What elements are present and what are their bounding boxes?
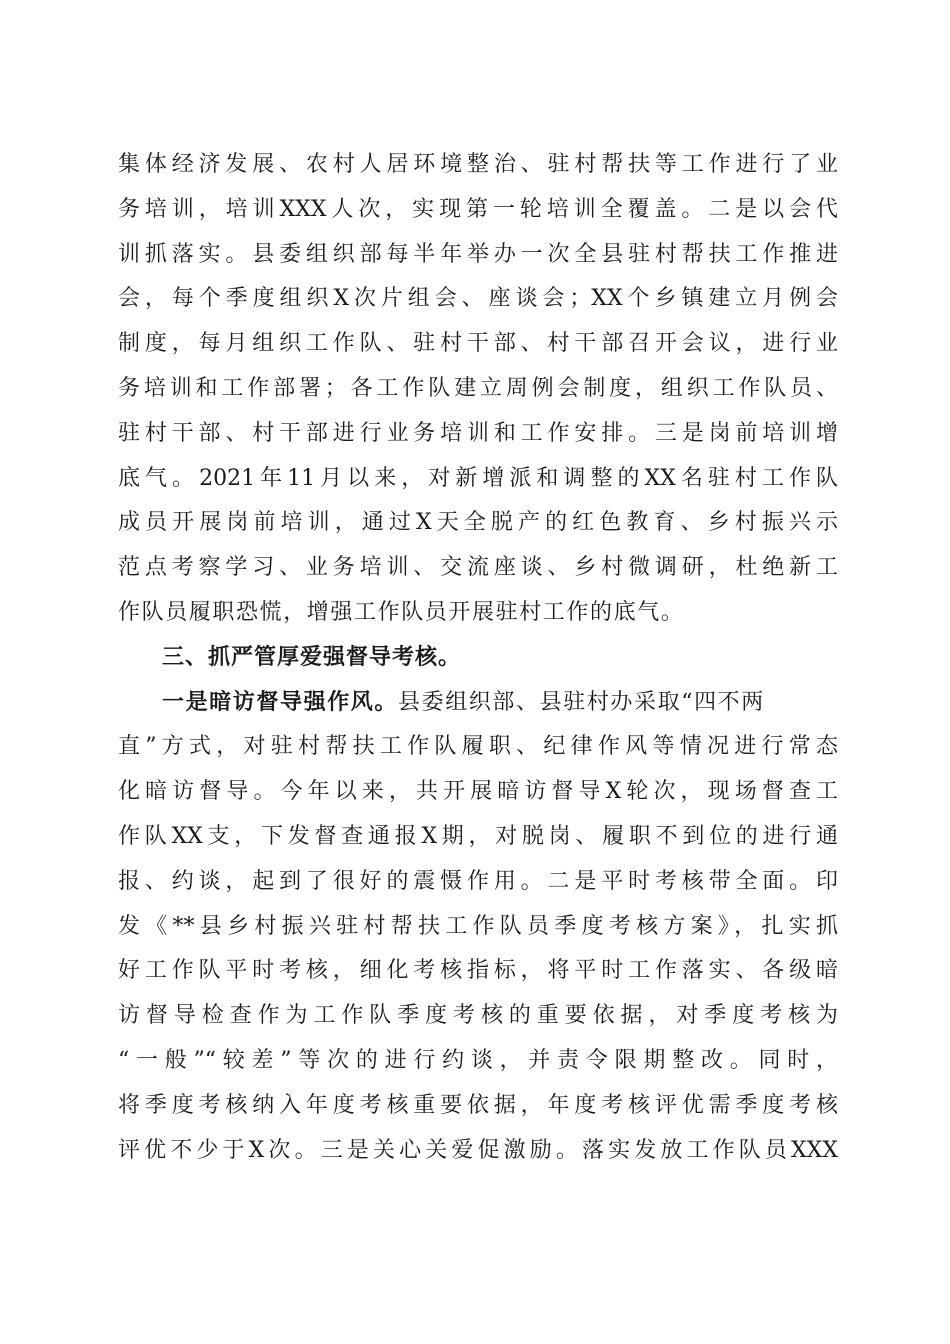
text-line: 会，每个季度组织X次片组会、座谈会；XX个乡镇建立月例会 — [118, 286, 838, 312]
text-line: 务培训和工作部署；各工作队建立周例会制度，组织工作队员、 — [118, 375, 838, 401]
text-line: 将季度考核纳入年度考核重要依据，年度考核评优需季度考核 — [118, 1092, 838, 1118]
text-line: 发《**县乡村振兴驻村帮扶工作队员季度考核方案》，扎实抓 — [118, 913, 838, 939]
paragraph-training — [118, 143, 838, 636]
paragraph-first-rest: 县委组织部、县驻村办采取“四不两 — [398, 689, 765, 715]
text-line: 直”方式，对驻村帮扶工作队履职、纪律作风等情况进行常态 — [118, 734, 838, 760]
section-heading: 三、抓严管厚爱强督导考核。 — [162, 644, 462, 670]
text-line: 作队员履职恐慌，增强工作队员开展驻村工作的底气。 — [118, 599, 685, 625]
text-line: 成员开展岗前培训，通过X天全脱产的红色教育、乡村振兴示 — [118, 510, 838, 536]
text-line: 评优不少于X次。三是关心关爱促激励。落实发放工作队员XXX — [118, 1137, 838, 1163]
paragraph-lead: 一是暗访督导强作风。 — [162, 689, 399, 715]
text-line: 底气。2021年11月以来，对新增派和调整的XX名驻村工作队 — [118, 465, 838, 491]
text-line: 训抓落实。县委组织部每半年举办一次全县驻村帮扶工作推进 — [118, 241, 838, 267]
text-line: 制度，每月组织工作队、驻村干部、村干部召开会议，进行业 — [118, 331, 838, 357]
paragraph-supervision — [118, 681, 838, 1174]
text-line: 驻村干部、村干部进行业务培训和工作安排。三是岗前培训增 — [118, 420, 838, 446]
text-line: 报、约谈，起到了很好的震慑作用。二是平时考核带全面。印 — [118, 868, 838, 894]
text-line: 好工作队平时考核，细化考核指标，将平时工作落实、各级暗 — [118, 958, 838, 984]
text-line: 作队XX支，下发督查通报X期，对脱岗、履职不到位的进行通 — [118, 823, 838, 849]
text-line: 集体经济发展、农村人居环境整治、驻村帮扶等工作进行了业 — [118, 152, 838, 177]
text-line: 务培训，培训XXX人次，实现第一轮培训全覆盖。二是以会代 — [118, 196, 838, 222]
text-line: “一般”“较差”等次的进行约谈，并责令限期整改。同时， — [118, 1047, 838, 1073]
text-line: 范点考察学习、业务培训、交流座谈、乡村微调研，杜绝新工 — [118, 555, 838, 581]
body-text — [118, 143, 838, 1173]
text-line: 访督导检查作为工作队季度考核的重要依据，对季度考核为 — [118, 1003, 838, 1029]
text-line: 化暗访督导。今年以来，共开展暗访督导X轮次，现场督查工 — [118, 779, 838, 805]
text-line-first — [118, 681, 838, 726]
